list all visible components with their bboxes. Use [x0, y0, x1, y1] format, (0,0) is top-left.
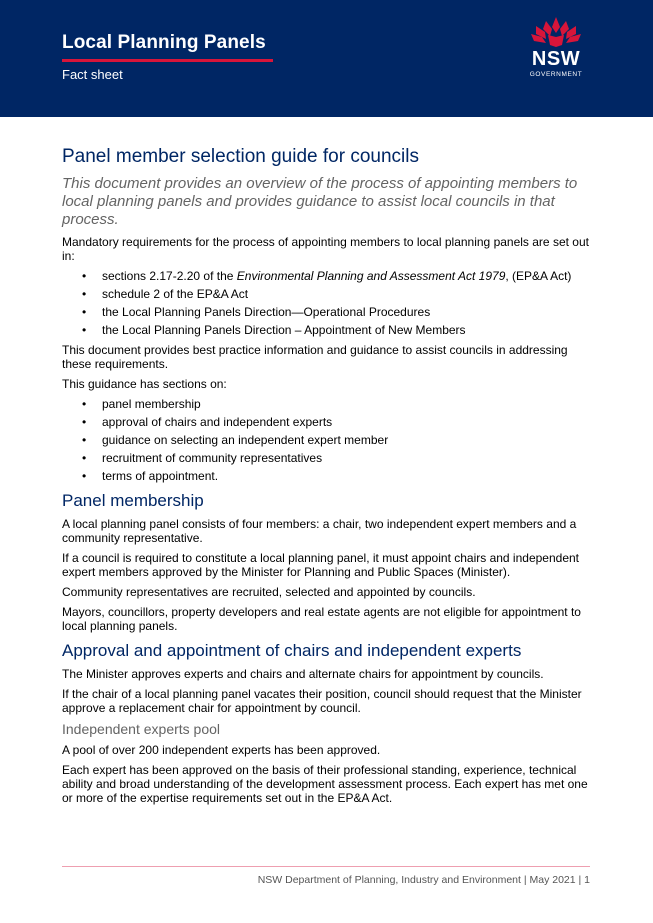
paragraph: If a council is required to constitute a local planning panel, it must appoint chairs and independent expert members approved by the Minister for Planning and Public Spaces (Minister).	[62, 551, 579, 579]
heading-approval-appointment: Approval and appointment of chairs and independent experts	[62, 641, 522, 660]
paragraph: The Minister approves experts and chairs and alternate chairs for appointment by councils.	[62, 667, 544, 681]
list-item: • terms of appointment.	[82, 469, 219, 483]
list-item: • panel membership	[82, 397, 201, 411]
header-title: Local Planning Panels	[62, 32, 266, 53]
paragraph: A pool of over 200 independent experts has been approved.	[62, 743, 381, 757]
heading-panel-membership: Panel membership	[62, 491, 204, 510]
list-item: • the Local Planning Panels Direction – Appointment of New Members	[82, 323, 466, 337]
requirements-list	[62, 269, 590, 337]
nsw-waratah-logo	[524, 15, 588, 87]
list-item: • guidance on selecting an independent expert member	[82, 433, 389, 447]
list-item: • sections 2.17-2.20 of the Environmental Planning and Assessment Act 1979, (EP&A Act)	[82, 269, 572, 283]
paragraph: Each expert has been approved on the basis of their professional standing, experience, technical ability and broad understanding of the development assessment process. Each expert has met one or more of the expertise requirements set out in the EP&A Act.	[62, 763, 588, 805]
act-title: Environmental Planning and Assessment Act 1979	[236, 269, 506, 283]
header-banner	[0, 0, 653, 117]
footer-rule	[62, 866, 590, 867]
list-item: • schedule 2 of the EP&A Act	[82, 287, 249, 301]
paragraph: Community representatives are recruited, selected and appointed by councils.	[62, 585, 476, 599]
paragraph: A local planning panel consists of four members: a chair, two independent expert members and a community representative.	[62, 517, 577, 545]
lead-paragraph: This document provides an overview of the process of appointing members to local planning panels and provides guidance to assist local councils in that process.	[62, 175, 578, 228]
list-item: • the Local Planning Panels Direction—Operational Procedures	[82, 305, 431, 319]
list-item: • recruitment of community representatives	[82, 451, 323, 465]
logo-government-text: GOVERNMENT	[529, 71, 583, 78]
sections-list	[62, 397, 590, 483]
logo-nsw-text: NSW	[531, 48, 581, 70]
waratah-icon	[524, 15, 588, 49]
best-practice-paragraph: This document provides best practice information and guidance to assist councils in addressing these requirements.	[62, 343, 568, 371]
document-body	[62, 145, 590, 811]
list-item: • approval of chairs and independent experts	[82, 415, 333, 429]
sections-intro-paragraph: This guidance has sections on:	[62, 377, 227, 391]
page-footer: NSW Department of Planning, Industry and Environment | May 2021 | 1	[257, 874, 590, 886]
document-title: Panel member selection guide for councils	[62, 146, 419, 167]
paragraph: If the chair of a local planning panel vacates their position, council should request that the Minister approve a replacement chair for appointment by council.	[62, 687, 582, 715]
header-subtitle: Fact sheet	[62, 67, 123, 82]
intro-paragraph: Mandatory requirements for the process of appointing members to local planning panels are set out in:	[62, 235, 589, 263]
heading-experts-pool: Independent experts pool	[62, 721, 221, 737]
header-accent-rule	[62, 59, 273, 62]
paragraph: Mayors, councillors, property developers and real estate agents are not eligible for appointment to local planning panels.	[62, 605, 581, 633]
